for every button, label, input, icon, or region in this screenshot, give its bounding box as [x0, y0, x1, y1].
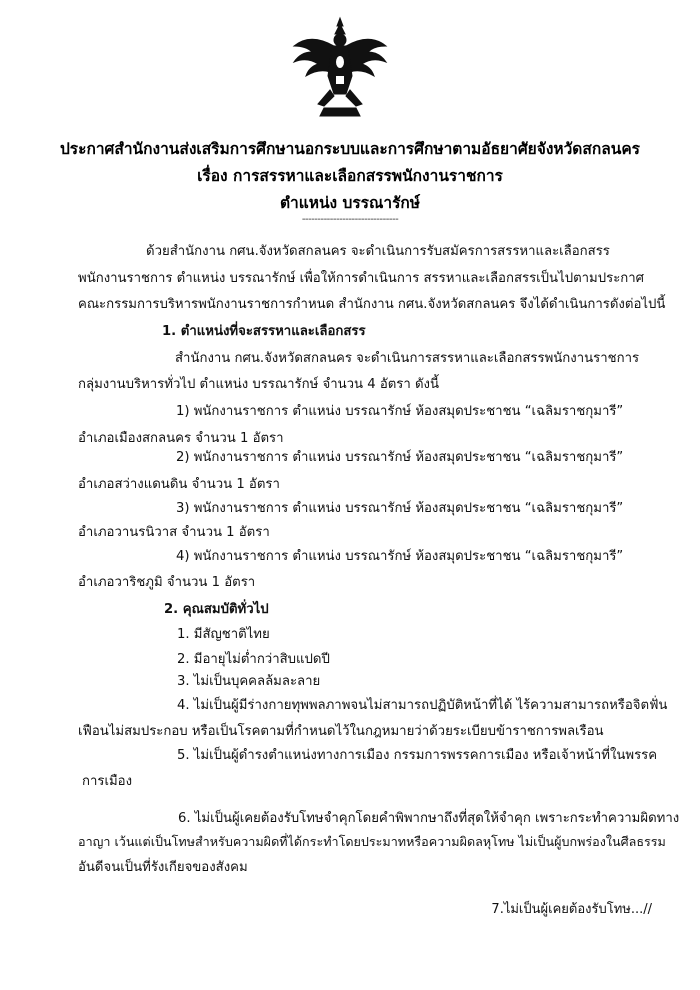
announcement-title: ประกาศสำนักงานส่งเสริมการศึกษานอกระบบและการศึกษาตามอัธยาศัยจังหวัดสกลนคร: [59, 140, 641, 158]
position-item-2: 2) พนักงานราชการ ตำแหน่ง บรรณารักษ์ ห้องสมุดประชาชน “เฉลิมราชกุมารี”: [176, 450, 624, 465]
intro-line-2: พนักงานราชการ ตำแหน่ง บรรณารักษ์ เพื่อให้การดำเนินการ สรรหาและเลือกสรรเป็นไปตามประกาศ: [78, 271, 645, 286]
section-1-title: 1. ตำแหน่งที่จะสรรหาและเลือกสรร: [162, 324, 366, 339]
section-1-body-1: สำนักงาน กศน.จังหวัดสกลนคร จะดำเนินการสรรหาและเลือกสรรพนักงานราชการ: [175, 351, 640, 366]
qualification-5-line-1: 5. ไม่เป็นผู้ดำรงตำแหน่งทางการเมือง กรรมการพรรคการเมือง หรือเจ้าหน้าที่ในพรรค: [177, 748, 658, 763]
position-item-3-district: อำเภอวานรนิวาส จำนวน 1 อัตรา: [78, 525, 270, 540]
position-item-1: 1) พนักงานราชการ ตำแหน่ง บรรณารักษ์ ห้องสมุดประชาชน “เฉลิมราชกุมารี”: [176, 404, 624, 419]
position-item-3: 3) พนักงานราชการ ตำแหน่ง บรรณารักษ์ ห้องสมุดประชาชน “เฉลิมราชกุมารี”: [176, 501, 624, 516]
qualification-6-line-3: อันดีจนเป็นที่รังเกียจของสังคม: [78, 860, 248, 875]
qualification-1: 1. มีสัญชาติไทย: [177, 627, 270, 642]
position-item-4: 4) พนักงานราชการ ตำแหน่ง บรรณารักษ์ ห้องสมุดประชาชน “เฉลิมราชกุมารี”: [176, 549, 624, 564]
continuation-note: 7.ไม่เป็นผู้เคยต้องรับโทษ...//: [491, 902, 652, 917]
position-item-1-district: อำเภอเมืองสกลนคร จำนวน 1 อัตรา: [78, 431, 284, 446]
qualification-4-line-1: 4. ไม่เป็นผู้มีร่างกายทุพพลภาพจนไม่สามารถปฏิบัติหน้าที่ได้ ไร้ความสามารถหรือจิตฟั่น: [177, 698, 668, 713]
position-item-4-district: อำเภอวาริชภูมิ จำนวน 1 อัตรา: [78, 575, 256, 590]
intro-line-1: ด้วยสำนักงาน กศน.จังหวัดสกลนคร จะดำเนินการรับสมัครการสรรหาและเลือกสรร: [146, 244, 610, 259]
qualification-6-line-2: อาญา เว้นแต่เป็นโทษสำหรับความผิดที่ได้กระทำโดยประมาทหรือความผิดลหุโทษ ไม่เป็นผู้บกพร่องในศีลธรรม: [78, 834, 666, 849]
separator-line: -------------------------------: [301, 214, 399, 225]
announcement-subject: เรื่อง การสรรหาและเลือกสรรพนักงานราชการ: [197, 167, 503, 185]
section-2-title: 2. คุณสมบัติทั่วไป: [164, 602, 269, 617]
section-1-body-2: กลุ่มงานบริหารทั่วไป ตำแหน่ง บรรณารักษ์ จำนวน 4 อัตรา ดังนี้: [78, 377, 440, 392]
qualification-2: 2. มีอายุไม่ต่ำกว่าสิบแปดปี: [177, 652, 330, 667]
intro-line-3: คณะกรรมการบริหารพนักงานราชการกำหนด สำนักงาน กศน.จังหวัดสกลนคร จึงได้ดำเนินการดังต่อไปนี้: [78, 297, 666, 312]
garuda-emblem: [290, 16, 390, 120]
qualification-4-line-2: เฟือนไม่สมประกอบ หรือเป็นโรคตามที่กำหนดไว้ในกฎหมายว่าด้วยระเบียบข้าราชการพลเรือน: [78, 724, 604, 739]
qualification-5-line-2: การเมือง: [82, 774, 133, 789]
qualification-6-line-1: 6. ไม่เป็นผู้เคยต้องรับโทษจำคุกโดยคำพิพากษาถึงที่สุดให้จำคุก เพราะกระทำความผิดทาง: [178, 811, 680, 826]
position-item-2-district: อำเภอสว่างแดนดิน จำนวน 1 อัตรา: [78, 477, 280, 492]
qualification-3: 3. ไม่เป็นบุคคลล้มละลาย: [177, 674, 321, 689]
announcement-position: ตำแหน่ง บรรณารักษ์: [279, 194, 421, 212]
